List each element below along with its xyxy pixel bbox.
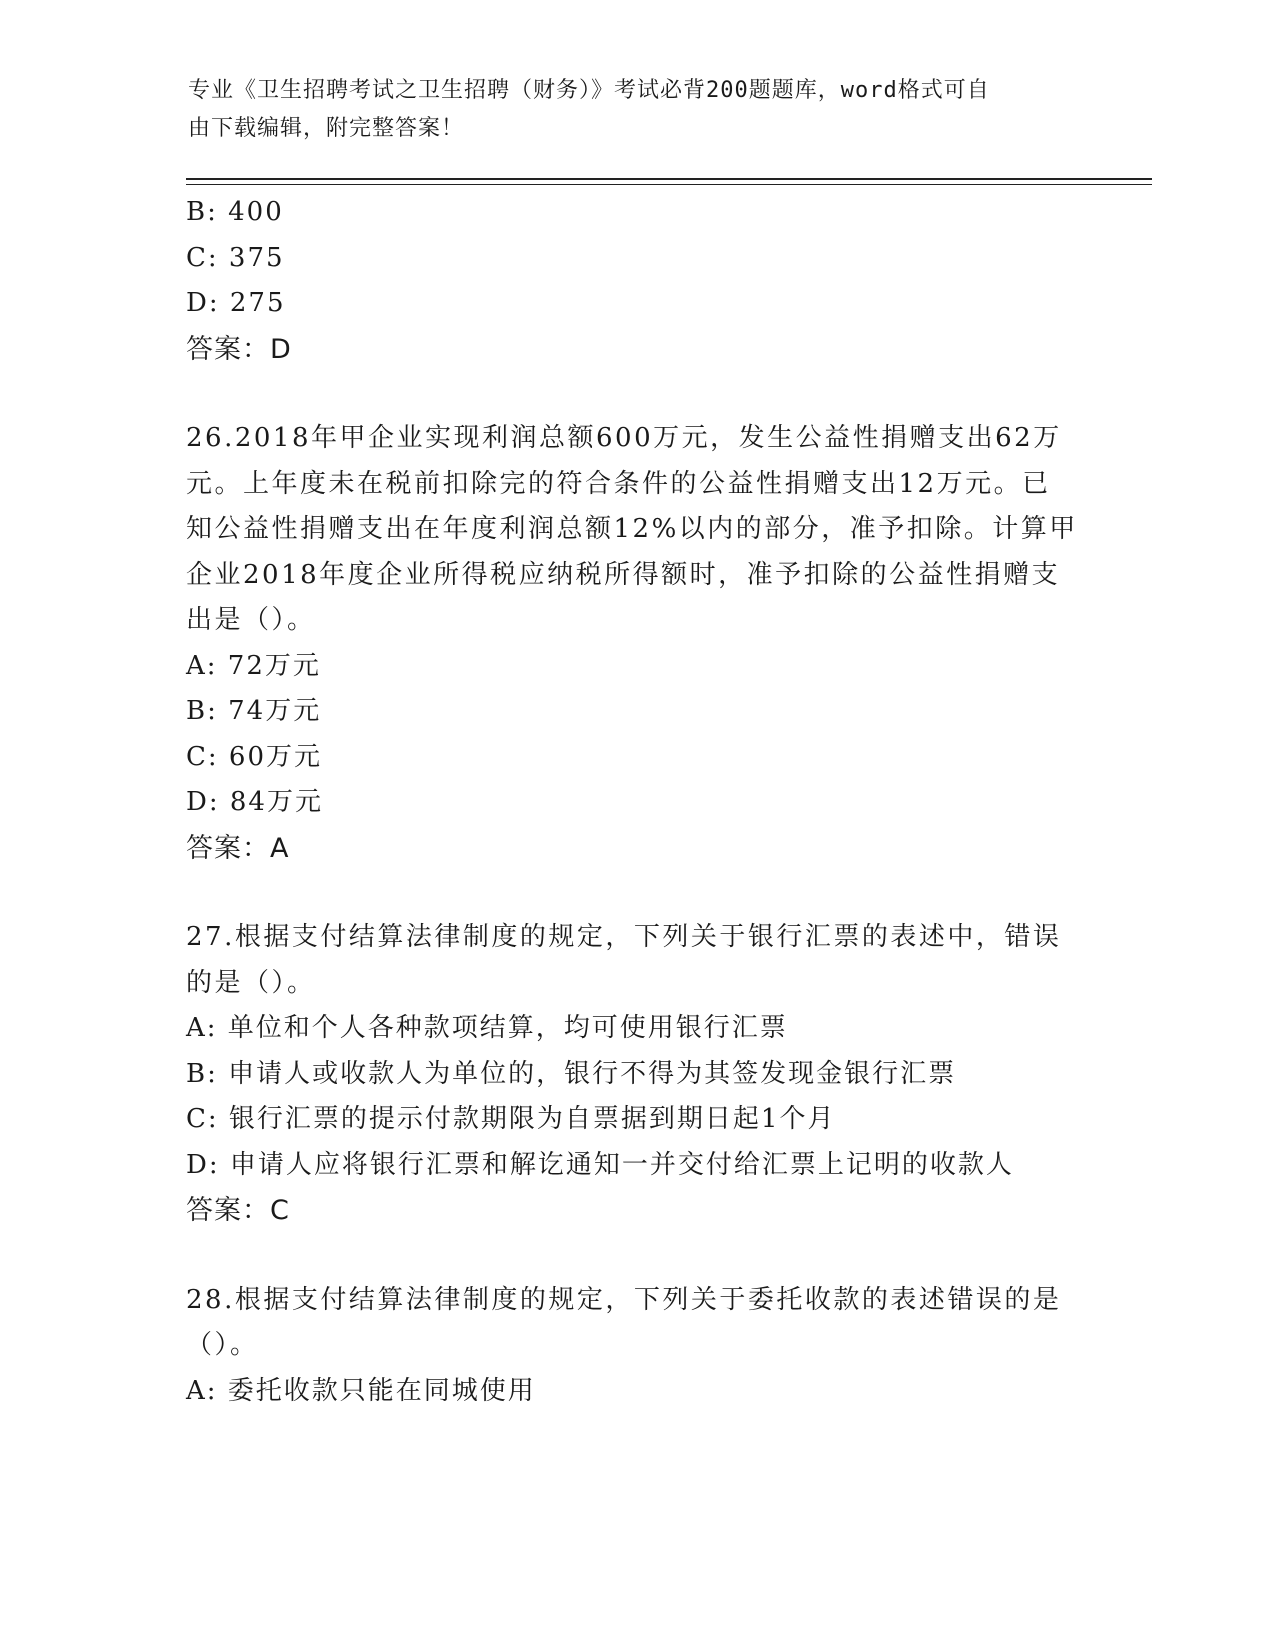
option-a: A: 委托收款只能在同城使用: [186, 1375, 536, 1406]
question-stem-line: 的是（）。: [186, 967, 316, 998]
question-27: [186, 915, 1086, 1234]
option-d: D: 申请人应将银行汇票和解讫通知一并交付给汇票上记明的收款人: [186, 1149, 1014, 1180]
spacer: [186, 372, 1086, 416]
question-25: [186, 190, 1086, 372]
question-28: [186, 1278, 1086, 1415]
question-stem-line: （）。: [186, 1330, 259, 1360]
header-line-1: 专业《卫生招聘考试之卫生招聘（财务）》考试必背200题题库，word格式可自: [188, 78, 990, 103]
option-a: A: 单位和个人各种款项结算，均可使用银行汇票: [186, 1013, 788, 1043]
answer: 答案：A: [186, 832, 290, 864]
option-d: D: 84万元: [186, 787, 323, 817]
question-stem-line: 28.根据支付结算法律制度的规定，下列关于委托收款的表述错误的是: [186, 1284, 1062, 1315]
spacer: [186, 1234, 1086, 1278]
option-b: B: 400: [186, 197, 284, 227]
question-stem-line: 元。上年度未在税前扣除完的符合条件的公益性捐赠支出12万元。已: [186, 468, 1051, 499]
question-stem-line: 企业2018年度企业所得税应纳税所得额时，准予扣除的公益性捐赠支: [186, 559, 1061, 590]
option-b: B: 申请人或收款人为单位的，银行不得为其签发现金银行汇票: [186, 1058, 957, 1089]
header-rule-thin: [186, 184, 1152, 185]
question-stem-line: 出是（）。: [186, 605, 316, 635]
question-stem-line: 27.根据支付结算法律制度的规定，下列关于银行汇票的表述中，错误: [186, 922, 1062, 952]
document-header: [188, 72, 1068, 148]
option-a: A: 72万元: [186, 650, 321, 681]
option-c: C: 银行汇票的提示付款期限为自票据到期日起1个月: [186, 1104, 836, 1134]
document-body: [186, 190, 1086, 1414]
question-26: [186, 416, 1086, 871]
option-c: C: 375: [186, 242, 285, 273]
answer: 答案：D: [186, 333, 292, 365]
spacer: [186, 871, 1086, 915]
header-line-2: 由下载编辑，附完整答案！: [188, 116, 465, 141]
option-b: B: 74万元: [186, 696, 322, 726]
header-rule-thick: [186, 178, 1152, 180]
question-stem-line: 26.2018年甲企业实现利润总额600万元，发生公益性捐赠支出62万: [186, 423, 1062, 453]
answer: 答案：C: [186, 1195, 290, 1226]
option-d: D: 275: [186, 288, 286, 318]
option-c: C: 60万元: [186, 741, 323, 772]
question-stem-line: 知公益性捐赠支出在年度利润总额12%以内的部分，准予扣除。计算甲: [186, 514, 1078, 544]
